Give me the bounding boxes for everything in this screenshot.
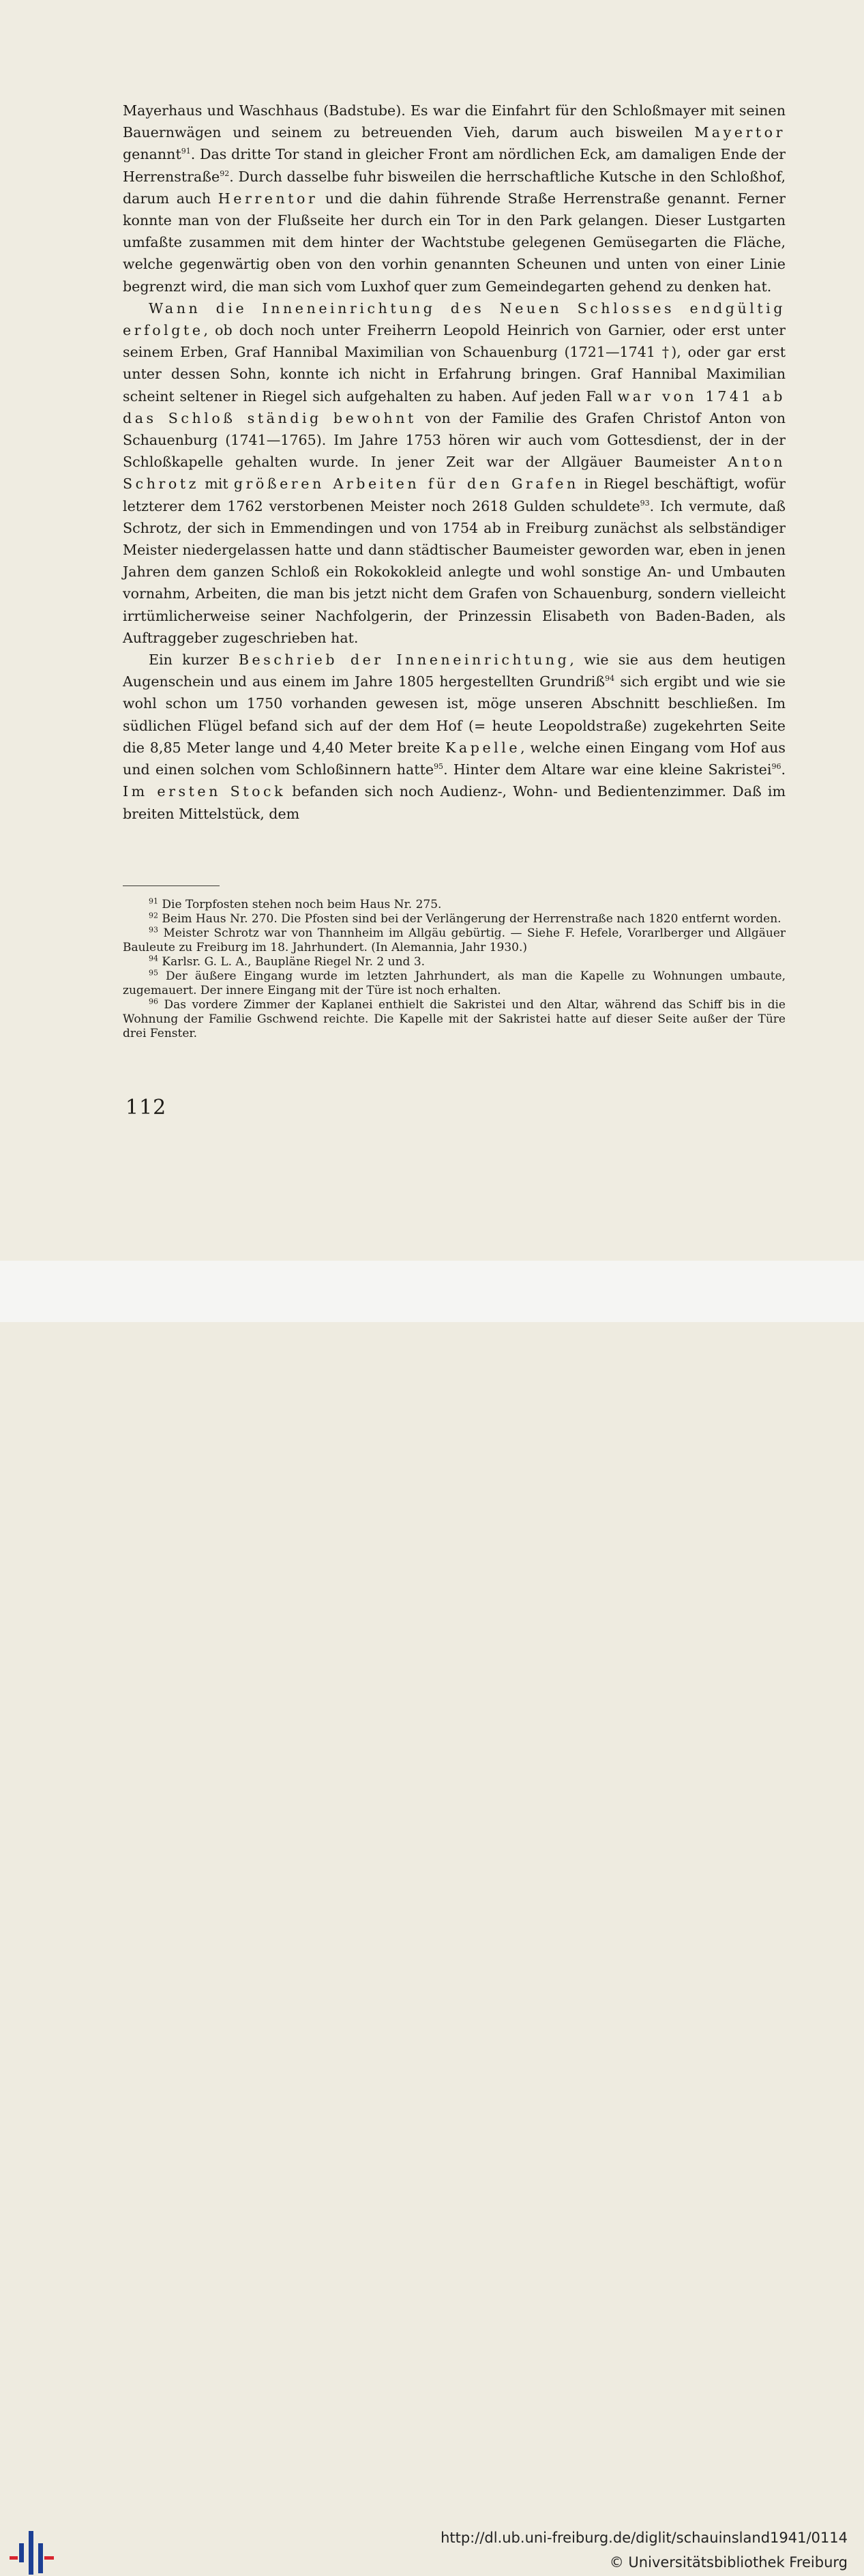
- footnotes: [123, 898, 786, 1041]
- footnote-ref: 91: [181, 147, 191, 156]
- footnote-number: 95: [149, 968, 158, 978]
- spaced-emphasis: Herrentor: [218, 190, 318, 207]
- footnote-number: 94: [149, 954, 158, 963]
- spaced-emphasis: größeren Arbeiten für den Grafen: [233, 475, 579, 493]
- footnote-ref: 95: [434, 762, 444, 772]
- footnote-text: Der äußere Eingang wurde im letzten Jahrhundert, als man die Kapelle zu Wohnungen umbaute, zugemauert. Der innere Eingang mit der Türe ist noch erhalten.: [123, 969, 786, 997]
- footnote-text: Meister Schrotz war von Thannheim im Allgäu gebürtig. — Siehe F. Hefele, Vorarlberger und Allgäuer Bauleute zu Freiburg im 18. Jahrhundert. (In Alemannia, Jahr 1930.): [123, 926, 786, 954]
- text-run: befanden sich noch Audienz-, Wohn- und Bedientenzimmer. Daß im breiten Mittelstück, dem: [123, 783, 786, 822]
- footnote-number: 93: [149, 925, 158, 935]
- paragraph-3: [123, 649, 786, 825]
- footnote-ref: 94: [605, 674, 615, 684]
- copyright-notice: © Universitätsbibliothek Freiburg: [609, 2554, 848, 2571]
- permalink-url[interactable]: http://dl.ub.uni-freiburg.de/diglit/schauinsland1941/0114: [441, 2530, 848, 2546]
- spaced-emphasis: Anton Schrotz: [123, 454, 786, 493]
- spaced-emphasis: war von 1741 ab das Schloß ständig bewohnt: [123, 387, 786, 426]
- viewer-footer: [0, 1261, 864, 2571]
- text-run: von der Familie des Grafen Christof Anton von Schauenburg (1741—1765). Im Jahre 1753 hören wir auch vom Gottesdienst, der in der Schloßkapelle gehalten wurde. In jener Zeit war der Allgäuer Baumeister: [123, 409, 786, 471]
- footnote-text: Das vordere Zimmer der Kaplanei enthielt die Sakristei und den Altar, während das Schiff bis in die Wohnung der Familie Gschwend reichte. Die Kapelle mit der Sakristei hatte auf dieser Seite außer der Türe drei Fenster.: [123, 998, 786, 1040]
- text-run: mit: [199, 475, 234, 493]
- text-run: . Ich vermute, daß Schrotz, der sich in Emmendingen und von 1754 ab in Freiburg zunächst als selbständiger Meister niedergelassen hatte und dann städtischer Baumeister geworden war, eben in jenen Jahren dem ganzen Schloß ein Rokokokleid anlegte und wohl sonstige An- und Umbauten vornahm, Arbeiten, die man bis jetzt nicht dem Grafen von Schauenburg, sondern vielleicht irrtümlicherweise seiner Nachfolgerin, der Prinzessin Elisabeth von Baden-Baden, als Auftraggeber zugeschrieben hat.: [123, 497, 786, 646]
- text-run: . Durch dasselbe fuhr bisweilen die herrschaftliche Kutsche in den Schloßhof, darum auch: [123, 168, 786, 207]
- text-run: und die dahin führende Straße Herrenstraße genannt. Ferner konnte man von der Flußseite her durch ein Tor in den Park gelangen. Dieser Lustgarten umfaßte zusammen mit dem hinter der Wachtstube gelegenen Gemüsegarten die Fläche, welche gegenwärtig oben von den vorhin genannten Scheunen und unten von einer Linie begrenzt wird, die man sich vom Luxhof quer zum Gemeindegarten gehend zu denken hat.: [123, 190, 786, 295]
- footnote-ref: 96: [771, 762, 781, 772]
- footnote-91: [123, 898, 786, 912]
- document-page: [0, 0, 864, 1261]
- footnote-ref: 93: [640, 498, 650, 508]
- footnote-text: Beim Haus Nr. 270. Die Pfosten sind bei der Verlängerung der Herrenstraße nach 1820 entfernt worden.: [162, 912, 781, 926]
- text-run: Ein kurzer: [149, 652, 239, 669]
- paragraph-1: [123, 100, 786, 297]
- text-run: genannt: [123, 146, 181, 163]
- spaced-emphasis: Beschrieb der Inneneinrichtung: [238, 652, 570, 669]
- page-number: 112: [125, 1096, 167, 1119]
- footnote-number: 92: [149, 911, 158, 920]
- text-run: Mayerhaus und Waschhaus (Badstube). Es war die Einfahrt für den Schloßmayer mit seinen Bauernwägen und seinem zu betreuenden Vieh, darum auch bisweilen: [123, 102, 786, 141]
- text-run: , ob doch noch unter Freiherrn Leopold Heinrich von Garnier, oder erst unter seinem Erben, Graf Hannibal Maximilian von Schauenburg (1721—1741 †), oder gar erst unter dessen Sohn, konnte ich nicht in Erfahrung bringen. Graf Hannibal Maximilian scheint seltener in Riegel sich aufgehalten zu haben. Auf jeden Fall: [123, 322, 786, 405]
- footnote-93: [123, 926, 786, 955]
- text-run: . Hinter dem Altare war eine kleine Sakristei: [443, 761, 772, 778]
- text-run: . Das dritte Tor stand in gleicher Front am nördlichen Eck, am damaligen Ende der Herrenstraße: [123, 146, 786, 185]
- text-run: .: [781, 761, 786, 778]
- footnote-95: [123, 969, 786, 998]
- footnote-text: Die Torpfosten stehen noch beim Haus Nr. 275.: [162, 898, 442, 911]
- footnote-94: [123, 955, 786, 969]
- footnote-number: 96: [149, 997, 158, 1006]
- footnote-96: [123, 998, 786, 1041]
- footnote-92: [123, 912, 786, 926]
- text-run: in Riegel beschäftigt, wofür letzterer dem 1762 verstorbenen Meister noch 2618 Gulden schuldete: [123, 475, 786, 514]
- text-run: , wie sie aus dem heutigen Augenschein und aus einem im Jahre 1805 hergestellten Grundriß: [123, 652, 786, 690]
- ub-freiburg-logo-icon: [8, 2530, 56, 2576]
- footnote-ref: 92: [220, 169, 230, 178]
- main-text: [123, 100, 786, 825]
- spaced-emphasis: Kapelle: [445, 739, 521, 756]
- footnote-number: 91: [149, 896, 158, 906]
- text-run: sich ergibt und wie sie wohl schon um 1750 vorhanden gewesen ist, möge unseren Abschnitt beschließen. Im südlichen Flügel befand sich auf der dem Hof (= heute Leopoldstraße) zugekehrten Seite die 8,85 Meter lange und 4,40 Meter breite: [123, 673, 786, 756]
- footnote-text: Karlsr. G. L. A., Baupläne Riegel Nr. 2 und 3.: [162, 955, 426, 969]
- spaced-emphasis: Mayertor: [694, 124, 786, 141]
- spaced-emphasis: Im ersten Stock: [123, 783, 286, 800]
- spaced-emphasis: Wann die Inneneinrichtung des Neuen Schlosses endgültig erfolgte: [123, 299, 786, 339]
- paragraph-2: [123, 297, 786, 649]
- text-run: , welche einen Eingang vom Hof aus und einen solchen vom Schloßinnern hatte: [123, 739, 786, 778]
